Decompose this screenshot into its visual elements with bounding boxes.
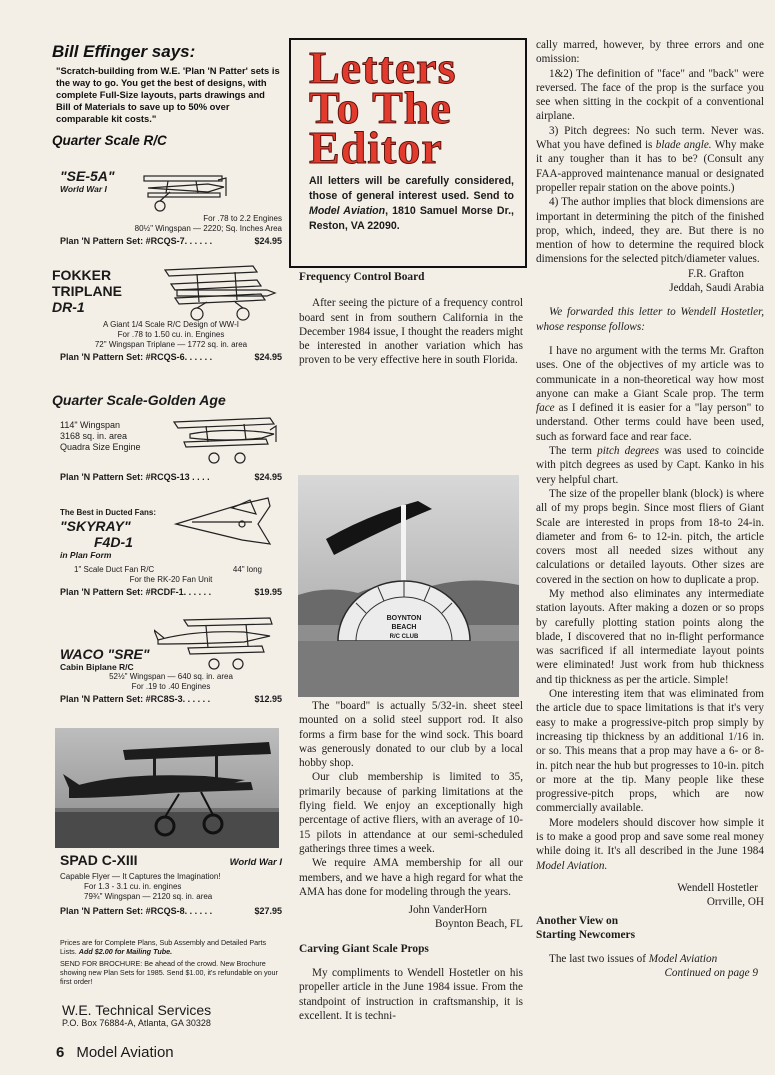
waco-subtitle: Cabin Biplane R/C bbox=[60, 662, 134, 672]
waco-title: WACO "SRE" bbox=[60, 646, 150, 662]
ad-mailing-note: Add $2.00 for Mailing Tube. bbox=[78, 947, 173, 956]
letters-title bbox=[309, 42, 509, 173]
grafton-p2-end: Why make it any tougher than it has to be? (Consult any FAA-approved maintenance manual or designated propeller repair station on the above points.) bbox=[536, 139, 764, 194]
spad-photo bbox=[55, 728, 279, 848]
hostetler-paragraph-2 bbox=[536, 444, 764, 487]
column-three bbox=[536, 38, 764, 981]
letters-note-address: , 1810 Samuel Morse Dr., Reston, VA 22090. bbox=[309, 205, 514, 232]
frequency-signature-place: Boynton Beach, FL bbox=[435, 918, 523, 931]
page-footer bbox=[56, 1044, 174, 1061]
frequency-paragraph-1: After seeing the picture of a frequency control board sent in from southern California in the December 1984 issue, I thought the readers might be interested in another variation which has proven to be very effective here in south Florida. bbox=[299, 297, 523, 367]
hostetler-paragraph-5: One interesting item that was eliminated from the article due to space limitations is that it's very easy to make a progressive-pitch prop simply by increasing tip thickness by an additional 1/16 in. or so. This means that a prop may have a 6- or 8-in. pitch near the hub but progresses to 10-in. pitch or more at the tip. Many people like these progressive-pitch props, which are now commercially available. bbox=[536, 688, 764, 815]
grafton-paragraph-0: cally marred, however, by three errors and one omission: bbox=[536, 39, 764, 66]
skyray-spec-fan: For the RK-20 Fan Unit bbox=[129, 575, 213, 584]
frequency-paragraph-3: Our club membership is limited to 35, primarily because of parking limitations at the flying field. We enjoy an exceptionally high percentage of active fliers, with an average of 10-15 pilots in attendance at our semi-scheduled gatherings three times a week. bbox=[299, 771, 523, 855]
fokker-specs bbox=[60, 320, 282, 362]
golden-price-block bbox=[60, 470, 282, 482]
golden-price-line bbox=[60, 472, 282, 482]
editor-note: We forwarded this letter to Wendell Hostetler, whose response follows: bbox=[536, 306, 764, 333]
fokker-price-line bbox=[60, 352, 282, 362]
golden-price-label: Plan 'N Pattern Set: #RCQS-13 . . . . bbox=[60, 472, 210, 482]
ad-prices-note bbox=[60, 938, 280, 956]
se5a-specs bbox=[60, 214, 282, 246]
skyray-specs bbox=[60, 565, 282, 597]
fokker-spec-engines: For .78 to 1.50 cu. in. Engines bbox=[117, 330, 225, 339]
newcomers-paragraph-1 bbox=[536, 952, 764, 966]
se5a-price-line bbox=[60, 236, 282, 246]
ad-notes bbox=[60, 938, 280, 986]
grafton-signature-name: F.R. Grafton bbox=[688, 267, 744, 280]
hostetler-p2-start: The term bbox=[549, 445, 598, 458]
golden-price: $24.95 bbox=[254, 472, 282, 482]
skyray-price-line bbox=[60, 587, 282, 597]
grafton-paragraph-3: 4) The author implies that block dimensions are important in determining the pitch of the finished prop, which, indeed, they are. But there is no mention of how to determine the required block dimensions for the selected pitch/diameter values. bbox=[536, 196, 764, 266]
page-number: 6 bbox=[56, 1044, 65, 1061]
waco-price-line bbox=[60, 694, 282, 704]
fokker-illustration bbox=[157, 262, 277, 324]
grafton-p2-term: blade angle. bbox=[655, 139, 712, 152]
spad-price-line bbox=[60, 906, 282, 916]
skyray-price-label: Plan 'N Pattern Set: #RCDF-1. . . . . . bbox=[60, 587, 212, 597]
skyray-subtitle: in Plan Form bbox=[60, 550, 112, 560]
ad-company: W.E. Technical Services bbox=[62, 1002, 212, 1018]
se5a-title: "SE-5A" bbox=[60, 168, 115, 184]
letters-title-line-1: Letters bbox=[309, 42, 457, 93]
waco-price-label: Plan 'N Pattern Set: #RC8S-3. . . . . . bbox=[60, 694, 211, 704]
newcomers-p1-start: The last two issues of bbox=[549, 953, 649, 966]
hostetler-p2-term: pitch degrees bbox=[597, 445, 660, 458]
product-waco bbox=[60, 646, 282, 704]
hostetler-signature-name: Wendell Hostetler bbox=[677, 881, 758, 894]
hostetler-p6-magazine: Model Aviation. bbox=[536, 859, 608, 872]
frequency-heading: Frequency Control Board bbox=[299, 271, 425, 283]
se5a-price: $24.95 bbox=[254, 236, 282, 246]
hostetler-paragraph-3: The size of the propeller blank (block) is where all of my props begin. Since most fliers of Giant Scale are interested in props from 18-to 24-in. diameter and from 6- to 12-in. pitch, the article covers most all needed sizes without any calculations or detailed layouts. Other sizes are covered in the section on how to duplicate a prop. bbox=[536, 487, 764, 586]
letters-title-line-2: To The bbox=[309, 82, 452, 133]
frequency-paragraph-2: The "board" is actually 5/32-in. sheet steel mounted on a solid steel support rod. It also forms a firm base for the wind sock. This board was generously donated to our club by a local hobby shop. bbox=[299, 700, 523, 770]
fokker-price-label: Plan 'N Pattern Set: #RCQS-6. . . . . . bbox=[60, 352, 213, 362]
frequency-letter-top bbox=[299, 270, 523, 368]
spad-spec-wingspan: 79¾" Wingspan — 2120 sq. in. area bbox=[84, 892, 213, 901]
hostetler-paragraph-4: My method also eliminates any intermediate station layouts. After making a dozen or so props by carefully plotting station points along the blade, I discovered that no in-flight performance was sacrificed if all intermediate layout points were eliminated! Just work from hub thickness and tip thickness as per the article. Simple! bbox=[536, 587, 764, 686]
hostetler-signature-place: Orrville, OH bbox=[706, 896, 764, 909]
fokker-title-3: DR-1 bbox=[52, 299, 85, 315]
skyray-title-2: F4D-1 bbox=[94, 534, 133, 550]
sign-text-boynton: BOYNTON bbox=[386, 615, 422, 622]
grafton-signature-place: Jeddah, Saudi Arabia bbox=[669, 282, 764, 295]
spad-spec-engines: For 1.3 - 3.1 cu. in. engines bbox=[84, 882, 182, 891]
newcomers-heading-2: Starting Newcomers bbox=[536, 928, 636, 941]
hostetler-p6-start: More modelers should discover how simple it is to make a good prop and save some real money while doing it. It's all described in the June 1984 bbox=[536, 816, 764, 858]
sign-text-beach: BEACH bbox=[391, 624, 417, 631]
hostetler-p1-term: face bbox=[536, 402, 555, 415]
newcomers-p1-magazine: Model Aviation bbox=[648, 953, 718, 966]
golden-spec-area: 3168 sq. in. area bbox=[60, 431, 128, 441]
hostetler-p1-end: as I defined it is easier for a "lay person" to understand. Other terms could have been used, such as forward face and rear face. bbox=[536, 402, 764, 443]
ad-intro: "Scratch-building from W.E. 'Plan 'N Patter' sets is the way to go. You get the best of designs, with complete Full-Size layouts, parts drawings and Bill of Materials to save up to 50% over comparable kit costs." bbox=[56, 65, 280, 124]
spad-price: $27.95 bbox=[254, 906, 282, 916]
fokker-title-2: TRIPLANE bbox=[52, 283, 122, 299]
se5a-price-label: Plan 'N Pattern Set: #RCQS-7. . . . . . bbox=[60, 236, 213, 246]
letters-note-text: All letters will be carefully considered, those of general interest used. Send to bbox=[309, 175, 514, 202]
hostetler-p1-start: I have no argument with the terms Mr. Grafton uses. One of the objectives of my article was to communicate in a non-theoretical way how most anyone can make a Giant Scale prop. The term bbox=[536, 344, 764, 400]
skyray-illustration bbox=[172, 494, 274, 550]
carving-heading: Carving Giant Scale Props bbox=[299, 942, 429, 955]
frequency-paragraph-4: We require AMA membership for all our members, and we have a high regard for what the AMA has done for modeling through the years. bbox=[299, 857, 523, 898]
fokker-title-1: FOKKER bbox=[52, 267, 112, 283]
skyray-spec-length: 44" long bbox=[232, 565, 262, 574]
product-fokker bbox=[52, 267, 152, 315]
spad-title: SPAD C-XIII bbox=[60, 852, 138, 868]
ad-brochure-note: SEND FOR BROCHURE: Be ahead of the crowd. New Brochure showing new Plan Sets for 1985. Send $1.00, it's refundable on your first order! bbox=[60, 959, 278, 986]
golden-age-section bbox=[52, 392, 226, 410]
hostetler-paragraph-6 bbox=[536, 816, 764, 873]
spad-title-row bbox=[60, 852, 282, 868]
waco-price: $12.95 bbox=[254, 694, 282, 704]
skyray-pre: The Best in Ducted Fans: bbox=[60, 508, 157, 517]
fokker-price: $24.95 bbox=[254, 352, 282, 362]
ad-column bbox=[52, 42, 282, 150]
skyray-spec-scale: 1" Scale Duct Fan R/C bbox=[74, 565, 155, 574]
sign-text-club: R/C CLUB bbox=[389, 634, 419, 640]
letters-note-magazine: Model Aviation bbox=[309, 205, 386, 217]
ad-heading: Bill Effinger says: bbox=[52, 42, 196, 61]
spad-photo-art bbox=[55, 728, 279, 848]
golden-spec-engine: Quadra Size Engine bbox=[60, 442, 141, 452]
fokker-spec-wingspan: 72" Wingspan Triplane — 1772 sq. in. area bbox=[94, 340, 248, 349]
grafton-paragraph-1: 1&2) The definition of "face" and "back" were reversed. The face of the prop is the surface you see when sitting in the cockpit of a conventional airplane. bbox=[536, 67, 764, 123]
product-spad bbox=[60, 852, 282, 916]
spad-subtitle: World War I bbox=[229, 857, 282, 868]
golden-spec-wingspan: 114" Wingspan bbox=[60, 420, 121, 430]
continued-link[interactable]: Continued on page 9 bbox=[664, 967, 758, 980]
magazine-name: Model Aviation bbox=[76, 1044, 174, 1061]
waco-spec-engines: For .19 to .40 Engines bbox=[131, 682, 211, 691]
newcomers-heading-1: Another View on bbox=[536, 914, 619, 927]
frequency-letter-bottom bbox=[299, 699, 523, 1023]
se5a-subtitle: World War I bbox=[60, 184, 107, 194]
skyray-spec-row bbox=[60, 565, 282, 575]
letters-box bbox=[289, 38, 527, 268]
ad-prices-note-text: Prices are for Complete Plans, Sub Assembly and Detailed Parts Lists. bbox=[60, 938, 267, 956]
frequency-board-photo-art bbox=[298, 475, 519, 697]
se5a-spec-engines: For .78 to 2.2 Engines bbox=[203, 214, 282, 223]
spad-spec-flyer: Capable Flyer — It Captures the Imagination! bbox=[60, 872, 221, 881]
hostetler-p2-end: was used to coincide with pitch degrees as used by Capt. Kanko in his very helpful chart. bbox=[536, 445, 764, 486]
skyray-price: $19.95 bbox=[254, 587, 282, 597]
carving-paragraph-1: My compliments to Wendell Hostetler on his propeller article in the June 1984 issue. From the standpoint of instruction in craftsmanship, it is excellent. It is techni- bbox=[299, 967, 523, 1022]
golden-specs bbox=[60, 420, 170, 453]
waco-spec-wingspan: 52½" Wingspan — 640 sq. in. area bbox=[109, 672, 233, 681]
se5a-illustration bbox=[138, 168, 228, 214]
ad-section-golden-age: Quarter Scale-Golden Age bbox=[52, 392, 226, 408]
letters-note bbox=[309, 174, 514, 234]
golden-age-illustration bbox=[170, 412, 278, 467]
grafton-p2-start: 3) Pitch degrees: No such term. Never was. What you have defined is bbox=[536, 124, 764, 152]
skyray-title-1: "SKYRAY" bbox=[60, 518, 131, 534]
letters-title-line-3: Editor bbox=[309, 122, 443, 173]
fokker-spec-design: A Giant 1/4 Scale R/C Design of WW-I bbox=[103, 320, 239, 329]
ad-address: P.O. Box 76884-A, Atlanta, GA 30328 bbox=[62, 1018, 211, 1028]
se5a-spec-wingspan: 80½" Wingspan — 2220; Sq. Inches Area bbox=[134, 224, 282, 233]
ad-company-block bbox=[62, 1002, 211, 1028]
spad-price-label: Plan 'N Pattern Set: #RCQS-8. . . . . . bbox=[60, 906, 213, 916]
grafton-paragraph-2 bbox=[536, 124, 764, 195]
ad-section-quarter-scale: Quarter Scale R/C bbox=[52, 133, 167, 148]
frequency-signature-name: John VanderHorn bbox=[408, 904, 487, 917]
frequency-board-photo bbox=[298, 475, 519, 697]
hostetler-paragraph-1 bbox=[536, 344, 764, 444]
